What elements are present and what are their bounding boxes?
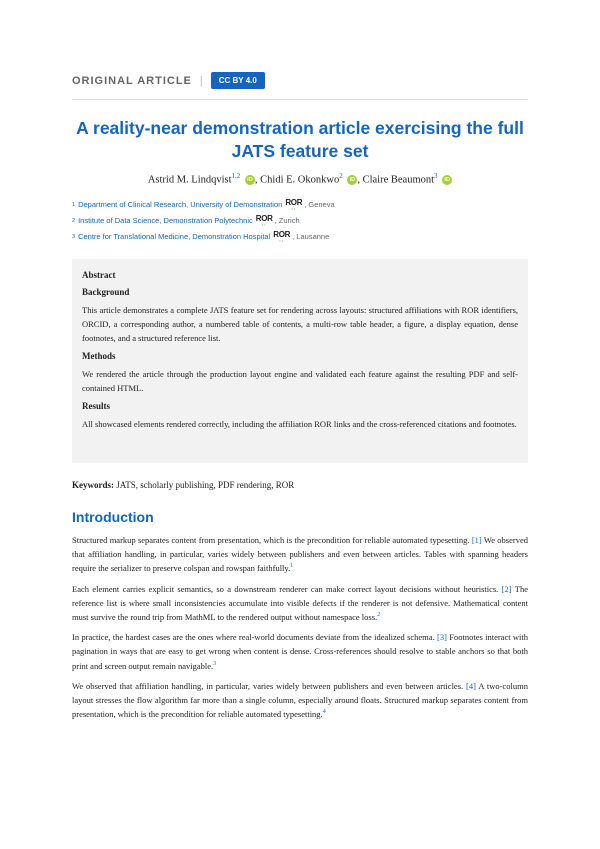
paragraph-text: A two-column layout stresses the flow algorithm far more than a single column, especially around floats. Structured markup separates content from presentation, which is the precondition for reliable automated typesetting. <box>72 680 529 720</box>
author-affil-ref[interactable]: 2 <box>339 172 343 180</box>
abstract-methods-heading: Methods <box>82 351 116 361</box>
affiliation-item <box>72 213 528 229</box>
affiliation-item <box>72 197 528 213</box>
affiliation-city: , Geneva <box>304 200 335 209</box>
paragraph-text: Footnotes interact with pagination in ways that are easy to get wrong when content is dense. Cross-references should resolve to stable anchors so that both print and screen output remain navigable. <box>72 632 528 671</box>
ror-icon[interactable]: ROR •• <box>273 230 291 243</box>
citation-link[interactable]: [4] <box>466 680 476 691</box>
footnote-ref[interactable]: 2 <box>377 612 381 619</box>
orcid-icon[interactable]: iD <box>245 175 255 185</box>
keywords <box>72 480 294 490</box>
author-list: Astrid M. Lindqvist$^{1,2}$ iD , Chidi E. Okonkwo$^2$ iD , Claire Beaumont$^3$ iD <box>72 172 528 186</box>
paragraph-text: Each element carries explicit semantics, so a downstream renderer can make correct layout decisions without heuristics. <box>72 583 499 594</box>
introduction-body <box>72 533 528 727</box>
ror-logo-text: ROR <box>273 230 291 239</box>
abstract-results-text: All showcased elements rendered correctly, including the affiliation ROR links and the cross-referenced citations and footnotes. <box>82 419 517 429</box>
footnote-ref[interactable]: 1 <box>290 563 294 570</box>
affiliation-number: 3 <box>72 234 76 240</box>
article-header <box>72 72 265 89</box>
orcid-icon[interactable]: iD <box>442 175 452 185</box>
citation-link[interactable]: [3] <box>437 632 447 643</box>
keywords-label: Keywords: <box>72 480 114 490</box>
license-badge[interactable]: CC BY 4.0 <box>211 72 265 89</box>
affiliation-link[interactable]: Institute of Data Science, Demonstration Polytechnic <box>78 216 253 225</box>
paragraph-text: We observed that affiliation handling, in particular, varies widely between publishers and even between articles. Tables with spanning headers require the serializer to preserve colspan and rowspan faithfully. <box>72 535 528 574</box>
paragraph-text: In practice, the hardest cases are the ones where real-world documents deviate from the idealized schema. <box>72 632 435 643</box>
header-separator: | <box>199 74 203 87</box>
citation-link[interactable]: [1] <box>471 535 482 545</box>
paragraph <box>72 582 528 625</box>
paragraph <box>72 679 528 722</box>
author-name[interactable]: Claire Beaumont <box>362 174 435 186</box>
orcid-icon[interactable]: iD <box>347 175 357 185</box>
abstract-background-text: This article demonstrates a complete JATS feature set for rendering across layouts: structured affiliations with ROR identifiers, ORCID, a corresponding author, a numbered table of contents, a multi-row table header, a figure, a display equation, dense footnotes, and a structured reference list. <box>82 305 518 343</box>
affiliation-link[interactable]: Centre for Translational Medicine, Demonstration Hospital <box>78 232 271 241</box>
paragraph <box>72 533 528 576</box>
author-affil-ref[interactable]: 1,2 <box>231 172 241 180</box>
abstract-results-heading: Results <box>82 401 111 411</box>
author-name[interactable]: Astrid M. Lindqvist <box>147 174 232 186</box>
paragraph <box>72 630 528 673</box>
abstract-background-heading: Background <box>82 287 130 297</box>
affiliation-city: , Lausanne <box>292 232 330 241</box>
affiliation-item <box>72 229 528 245</box>
abstract-box <box>72 259 528 463</box>
footnote-ref[interactable]: 4 <box>322 709 326 716</box>
author-affil-ref[interactable]: 3 <box>434 172 438 180</box>
affiliation-list <box>72 197 528 245</box>
affiliation-number: 1 <box>72 202 76 208</box>
abstract-methods-text: We rendered the article through the production layout engine and validated each feature against the resulting PDF and self-contained HTML. <box>82 369 518 393</box>
paragraph-text: We observed that affiliation handling, in particular, varies widely between publishers and even between articles. <box>72 680 464 691</box>
keywords-text: JATS, scholarly publishing, PDF rendering, ROR <box>116 480 295 490</box>
affiliation-city: , Zurich <box>274 216 300 225</box>
footnote-ref[interactable]: 3 <box>213 660 217 667</box>
header-divider <box>72 99 528 100</box>
author-name[interactable]: Chidi E. Okonkwo <box>260 174 340 186</box>
ror-logo-text: ROR <box>285 198 303 207</box>
ror-icon[interactable]: ROR •• <box>285 198 303 211</box>
affiliation-link[interactable]: Department of Clinical Research, University of Demonstration <box>78 200 283 209</box>
article-title: A reality-near demonstration article exercising the full JATS feature set <box>76 118 524 161</box>
ror-logo-text: ROR <box>255 214 273 223</box>
ror-icon[interactable]: ROR •• <box>255 214 273 227</box>
citation-link[interactable]: [2] <box>501 583 512 594</box>
abstract-heading: Abstract <box>82 270 116 280</box>
affiliation-number: 2 <box>72 218 76 224</box>
paragraph-text: The reference list is where small inconsistencies accumulate into visible defects if the renderer is not defensive. Mathematical content must survive the round trip from MathML to the rendered output without namespace loss. <box>72 583 528 623</box>
article-type-label: ORIGINAL ARTICLE <box>72 74 192 87</box>
section-heading-introduction: Introduction <box>72 509 154 525</box>
paragraph-text: Structured markup separates content from presentation, which is the precondition for reliable automated typesetting. <box>72 535 470 545</box>
